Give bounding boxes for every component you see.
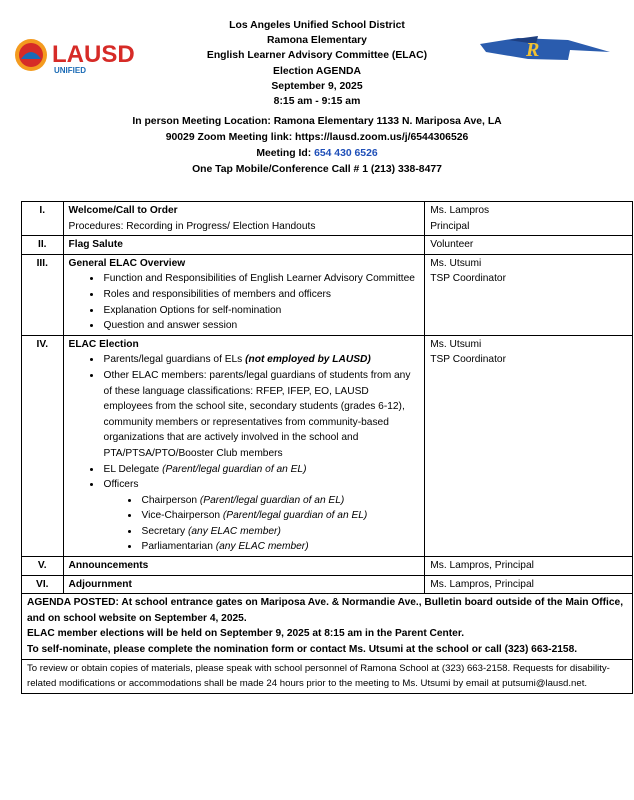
list-item — [102, 352, 420, 368]
item-presenter — [425, 335, 633, 556]
item-list — [69, 271, 420, 333]
election-notice: ELAC member elections will be held on September 9, 2025 at 8:15 am in the Parent Center. — [27, 628, 465, 640]
one-tap-number: One Tap Mobile/Conference Call # 1 (213) 338-8477 — [192, 164, 442, 176]
officer-title: Chairperson — [141, 494, 198, 506]
list-item-text: Parents/legal guardians of ELs — [103, 354, 243, 366]
list-item-text: EL Delegate — [103, 463, 160, 475]
presenter-role: Principal — [430, 220, 470, 232]
ramona-logo-letter: R — [526, 39, 540, 61]
item-title: Announcements — [68, 560, 149, 572]
item-number: III. — [22, 254, 64, 335]
list-item: • Other ELAC members: parents/legal guardians of students from any of these language classifications: RFEP, IFEP, EO, LAUSD employees from the school site, secondary students (grades 6-12), community members or representatives from community-based organizations that are actively involved in the school and PTA/PTSA/PTO/Booster Club members — [102, 368, 420, 462]
meeting-location-line1: In person Meeting Location: Ramona Elementary 1133 N. Mariposa Ave, LA — [132, 116, 502, 128]
agenda-row-ii — [22, 236, 633, 255]
list-item-text: Officers — [103, 479, 139, 491]
agenda-row-vi — [22, 575, 633, 594]
list-item: • Explanation Options for self-nomination — [102, 303, 420, 319]
officer-list — [104, 493, 420, 555]
item-number: I. — [22, 202, 64, 236]
officer-item — [140, 493, 420, 509]
district-name: Los Angeles Unified School District — [229, 20, 405, 31]
document-header — [0, 18, 634, 178]
officer-title: Vice-Chairperson — [141, 510, 221, 522]
list-item-note: (Parent/legal guardian of an EL) — [162, 463, 307, 475]
presenter-name: Ms. Utsumi — [430, 257, 482, 269]
footer-text: To review or obtain copies of materials, please speak with school personnel of Ramona School at (323) 663-2158. Requests for disability-related modifications or accommodations shall be made 24 hours prior to the meeting to Ms. Utsumi by email at putsumi@lausd.net. — [22, 659, 633, 693]
self-nomination-notice: To self-nominate, please complete the nomination form or contact Ms. Utsumi at the school or call (323) 663-2158. — [27, 644, 578, 656]
officer-item — [140, 539, 420, 555]
agenda-title: Election AGENDA — [273, 65, 361, 77]
agenda-row-iii — [22, 254, 633, 335]
notice-cell — [22, 594, 633, 659]
list-item-emphasis: (not employed by LAUSD) — [245, 354, 371, 366]
list-item — [102, 477, 420, 555]
item-subtext: Procedures: Recording in Progress/ Election Handouts — [68, 220, 316, 232]
presenter-role: TSP Coordinator — [430, 273, 506, 285]
agenda-row-iv — [22, 335, 633, 556]
item-number: V. — [22, 557, 64, 576]
item-title: Welcome/Call to Order — [68, 205, 178, 216]
item-presenter — [425, 202, 633, 236]
meeting-time: 8:15 am - 9:15 am — [273, 96, 361, 108]
item-number: IV. — [22, 335, 64, 556]
meeting-id-value: 654 430 6526 — [314, 148, 378, 160]
school-name: Ramona Elementary — [267, 35, 367, 47]
item-title: General ELAC Overview — [68, 257, 186, 269]
item-title: ELAC Election — [68, 338, 139, 350]
officer-eligibility: (Parent/legal guardian of an EL) — [199, 494, 345, 506]
item-presenter — [425, 254, 633, 335]
meeting-id — [0, 146, 634, 162]
committee-name: English Learner Advisory Committee (ELAC) — [206, 50, 428, 62]
officer-item — [140, 508, 420, 524]
officer-title: Parliamentarian — [141, 541, 213, 553]
list-item — [102, 462, 420, 478]
item-content — [63, 575, 425, 594]
agenda-table — [21, 201, 633, 694]
presenter-name: Ms. Lampros — [430, 205, 490, 216]
list-item: • Roles and responsibilities of members and officers — [102, 287, 420, 303]
item-content — [63, 202, 425, 236]
officer-eligibility: (any ELAC member) — [215, 541, 309, 553]
agenda-posted-notice: AGENDA POSTED: At school entrance gates on Mariposa Ave. & Normandie Ave., Bulletin board outside of the Main Office, and on school website on September 4, 2025. — [27, 597, 624, 624]
item-content — [63, 335, 425, 556]
item-list — [69, 352, 420, 555]
item-presenter: Ms. Lampros, Principal — [425, 557, 633, 576]
footer-row — [22, 659, 633, 693]
item-number: VI. — [22, 575, 64, 594]
lausd-logo-text: LAUSD — [52, 41, 135, 68]
agenda-row-i — [22, 202, 633, 236]
list-item: • Function and Responsibilities of English Learner Advisory Committee — [102, 271, 420, 287]
officer-eligibility: (Parent/legal guardian of an EL) — [222, 510, 368, 522]
officer-item — [140, 524, 420, 540]
item-title: Adjournment — [68, 578, 132, 590]
list-item: • Question and answer session — [102, 318, 420, 334]
lausd-logo-subtext: UNIFIED — [54, 66, 86, 75]
officer-eligibility: (any ELAC member) — [187, 525, 281, 537]
meeting-location-line2[interactable]: 90029 Zoom Meeting link: https://lausd.zoom.us/j/6544306526 — [165, 132, 469, 144]
item-content — [63, 236, 425, 255]
item-presenter: Ms. Lampros, Principal — [425, 575, 633, 594]
meeting-id-label: Meeting Id: — [256, 148, 312, 160]
item-presenter: Volunteer — [425, 236, 633, 255]
item-content — [63, 254, 425, 335]
item-title: Flag Salute — [68, 239, 123, 251]
officer-title: Secretary — [141, 525, 186, 537]
notice-row — [22, 594, 633, 659]
item-number: II. — [22, 236, 64, 255]
meeting-date: September 9, 2025 — [271, 80, 363, 92]
agenda-row-v — [22, 557, 633, 576]
presenter-role: TSP Coordinator — [430, 354, 506, 366]
presenter-name: Ms. Utsumi — [430, 338, 482, 350]
item-content — [63, 557, 425, 576]
